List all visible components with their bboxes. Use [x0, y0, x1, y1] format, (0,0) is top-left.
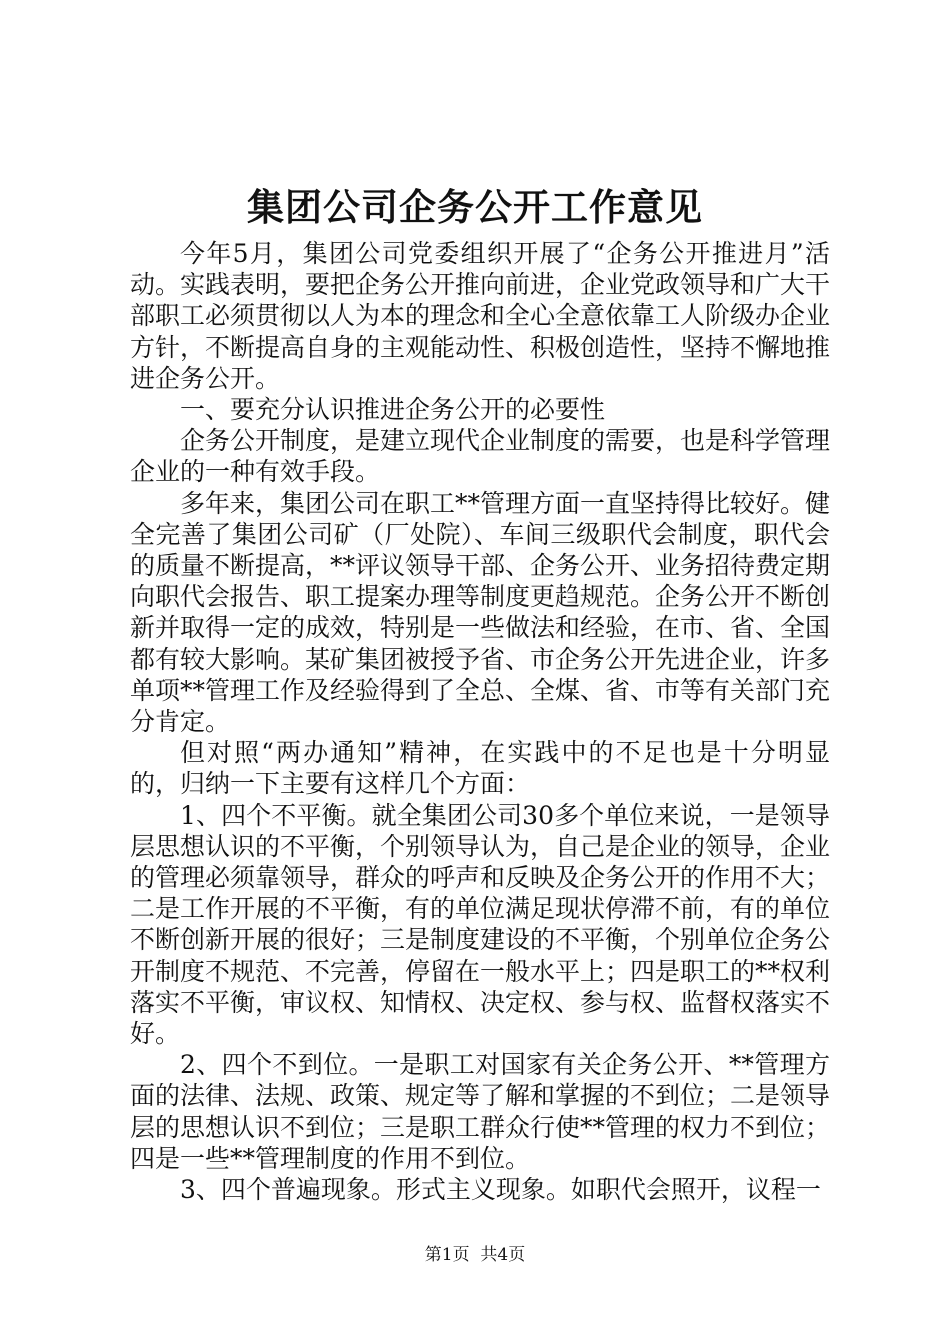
paragraph-intro: 今年5月，集团公司党委组织开展了“企务公开推进月”活动。实践表明，要把企务公开推向前进，企业党政领导和广大干部职工必须贯彻以人为本的理念和全心全意依靠工人阶级办企业方针，不断提高自身的主观能动性、积极创造性，坚持不懈地推进企务公开。 [130, 239, 831, 393]
list-item-2: 2、四个不到位。一是职工对国家有关企务公开、**管理方面的法律、法规、政策、规定等了解和掌握的不到位；二是领导层的思想认识不到位；三是职工群众行使**管理的权力不到位；四是一些**管理制度的作用不到位。 [130, 1050, 831, 1173]
list-item-1: 1、四个不平衡。就全集团公司30多个单位来说，一是领导层思想认识的不平衡，个别领导认为，自己是企业的领导，企业的管理必须靠领导，群众的呼声和反映及企务公开的作用不大；二是工作开展的不平衡，有的单位满足现状停滞不前，有的单位不断创新开展的很好；三是制度建设的不平衡，个别单位企务公开制度不规范、不完善，停留在一般水平上；四是职工的**权利落实不平衡，审议权、知情权、决定权、参与权、监督权落实不好。 [130, 800, 831, 1049]
page-number-footer: 第1页 共4页 [424, 1245, 526, 1265]
paragraph: 企务公开制度，是建立现代企业制度的需要，也是科学管理企业的一种有效手段。 [130, 426, 831, 487]
list-item-3: 3、四个普遍现象。形式主义现象。如职代会照开，议程一 [180, 1175, 821, 1205]
paragraph: 但对照“两办通知”精神，在实践中的不足也是十分明显的，归纳一下主要有这样几个方面： [130, 738, 830, 799]
paragraph: 多年来，集团公司在职工**管理方面一直坚持得比较好。健全完善了集团公司矿（厂处院）、车间三级职代会制度，职代会的质量不断提高，**评议领导干部、企务公开、业务招待费定期向职代会报告、职工提案办理等制度更趋规范。企务公开不断创新并取得一定的成效，特别是一些做法和经验，在市、省、全国都有较大影响。某矿集团被授予省、市企务公开先进企业，许多单项**管理工作及经验得到了全总、全煤、省、市等有关部门充分肯定。 [130, 488, 831, 737]
section-heading-1: 一、要充分认识推进企务公开的必要性 [180, 395, 606, 425]
document-body [130, 238, 830, 1205]
document-title: 集团公司企务公开工作意见 [247, 186, 703, 229]
